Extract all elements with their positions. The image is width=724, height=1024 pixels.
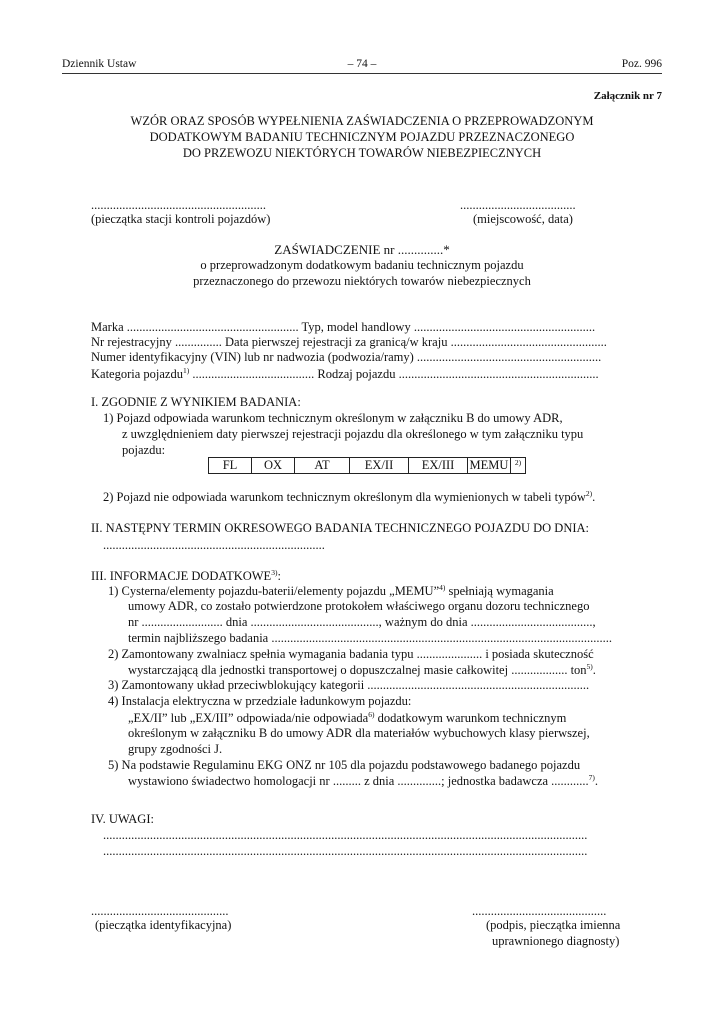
footnote-ref-5: 5) bbox=[586, 662, 593, 671]
s3-i4-l2-rest: dodatkowym warunkom technicznym bbox=[374, 711, 567, 726]
field-registration: Nr rejestracyjny ............... Data pierwszej rejestracji za granicą/w kraju .................................................. bbox=[91, 335, 607, 349]
footnote-ref-2b: 2) bbox=[585, 489, 593, 498]
s3-i1-l1-rest: spełniają wymagania bbox=[445, 584, 554, 599]
id-stamp-dots: ............................................ bbox=[91, 904, 229, 918]
certificate-subtitle-2: przeznaczonego do przewozu niektórych towarów niebezpiecznych bbox=[193, 274, 531, 288]
section-3-heading bbox=[91, 568, 281, 584]
header-rule bbox=[62, 73, 662, 74]
section-3-item-4-line-3: określonym w załączniku B do umowy ADR dla materiałów wybuchowych klasy pierwszej, bbox=[128, 726, 590, 740]
s3-i4-l2-text: „EX/II” lub „EX/III” odpowiada/nie odpowiada bbox=[128, 711, 369, 726]
section-3-item-2-line-1: 2) Zamontowany zwalniacz spełnia wymagania badania typu ..................... i posiada skuteczność bbox=[108, 647, 594, 661]
field-vin: Numer identyfikacyjny (VIN) lub nr nadwozia (podwozia/ramy) ........................................................... bbox=[91, 350, 602, 364]
type-cell-ex-ii: EX/II bbox=[350, 458, 409, 474]
section-3-item-1-line-4: termin najbliższego badania ............................................................................................................. bbox=[128, 631, 612, 645]
section-3-heading-end: : bbox=[277, 569, 281, 584]
section-2-dots: ....................................................................... bbox=[103, 538, 325, 552]
field-make-type: Marka ....................................................... Typ, model handlowy .......................................................... bbox=[91, 320, 596, 334]
section-3-item-1-line-1 bbox=[108, 583, 554, 599]
remarks-dots-2: ........................................................................................................................................................... bbox=[103, 844, 588, 858]
field-category-rest: ....................................... Rodzaj pojazdu ................................................................ bbox=[189, 367, 599, 382]
place-date-dots: ..................................... bbox=[460, 198, 576, 212]
section-3-item-5-line-1: 5) Na podstawie Regulaminu EKG ONZ nr 105 dla pojazdu podstawowego badanego pojazdu bbox=[108, 758, 581, 772]
section-1-item-1-line-1: 1) Pojazd odpowiada warunkom technicznym określonym w załączniku B do umowy ADR, bbox=[103, 411, 563, 425]
section-1-item-2-end: . bbox=[592, 490, 596, 505]
type-cell-at: AT bbox=[295, 458, 350, 474]
footnote-ref-2: 2) bbox=[511, 458, 526, 474]
section-3-item-2-line-2 bbox=[128, 662, 596, 678]
signature-label-1: (podpis, pieczątka imienna bbox=[486, 918, 621, 932]
s3-i5-l2-end: . bbox=[594, 774, 599, 789]
annex-label: Załącznik nr 7 bbox=[593, 90, 662, 102]
position-number: Poz. 996 bbox=[621, 58, 662, 70]
footnote-ref-6: 6) bbox=[368, 710, 375, 719]
section-1-item-1-line-3: pojazdu: bbox=[122, 443, 166, 457]
section-1-item-1-line-2: z uwzględnieniem daty pierwszej rejestracji pojazdu dla określonego w tym załączniku typu bbox=[122, 427, 584, 441]
footnote-ref-7: 7) bbox=[588, 773, 595, 782]
section-2-heading: II. NASTĘPNY TERMIN OKRESOWEGO BADANIA TECHNICZNEGO POJAZDU DO DNIA: bbox=[91, 521, 590, 535]
vehicle-types-table bbox=[208, 457, 526, 474]
field-category-label: Kategoria pojazdu bbox=[91, 367, 183, 382]
type-cell-memu: MEMU bbox=[468, 458, 511, 474]
section-3-item-4-line-1: 4) Instalacja elektryczna w przedziale ładunkowym pojazdu: bbox=[108, 694, 412, 708]
footnote-ref-4: 4) bbox=[439, 583, 446, 592]
page-number: – 74 – bbox=[347, 58, 377, 70]
section-3-item-4-line-2 bbox=[128, 710, 566, 726]
remarks-dots-1: ........................................................................................................................................................... bbox=[103, 828, 588, 842]
s3-i2-l2-end: . bbox=[592, 663, 596, 678]
section-3-heading-text: III. INFORMACJE DODATKOWE bbox=[91, 569, 272, 584]
type-cell-ex-iii: EX/III bbox=[409, 458, 468, 474]
section-3-item-1-line-3: nr .......................... dnia ........................................., ważnym do dnia ......................................., bbox=[128, 615, 596, 629]
station-stamp-dots: ........................................................ bbox=[91, 198, 266, 212]
title-line-3: DO PRZEWOZU NIEKTÓRYCH TOWARÓW NIEBEZPIECZNYCH bbox=[182, 146, 542, 160]
journal-name: Dziennik Ustaw bbox=[62, 58, 137, 70]
title-line-2: DODATKOWYM BADANIU TECHNICZNYM POJAZDU PRZEZNACZONEGO bbox=[149, 130, 575, 144]
section-3-item-5-line-2 bbox=[128, 773, 598, 789]
signature-label-2: uprawnionego diagnosty) bbox=[492, 934, 620, 948]
type-cell-ox: OX bbox=[252, 458, 295, 474]
place-date-label: (miejscowość, data) bbox=[473, 212, 573, 226]
field-category bbox=[91, 366, 599, 382]
section-3-item-4-line-4: grupy zgodności J. bbox=[128, 742, 223, 756]
title-line-1: WZÓR ORAZ SPOSÓB WYPEŁNIENIA ZAŚWIADCZENIA O PRZEPROWADZONYM bbox=[130, 114, 594, 128]
section-3-item-3: 3) Zamontowany układ przeciwblokujący kategorii ....................................................................... bbox=[108, 678, 590, 692]
type-cell-fl: FL bbox=[209, 458, 252, 474]
s3-i1-l1-text: 1) Cysterna/elementy pojazdu-baterii/elementy pojazdu „MEMU” bbox=[108, 584, 440, 599]
id-stamp-label: (pieczątka identyfikacyjna) bbox=[95, 918, 232, 932]
s3-i5-l2-text: wystawiono świadectwo homologacji nr ......... z dnia ..............; jednostka badawcza ............ bbox=[128, 774, 589, 789]
signature-dots: ........................................... bbox=[472, 904, 607, 918]
footnote-ref-3: 3) bbox=[271, 568, 278, 577]
certificate-heading: ZAŚWIADCZENIE nr ..............* bbox=[274, 242, 450, 257]
section-4-heading: IV. UWAGI: bbox=[91, 812, 154, 826]
section-1-heading: I. ZGODNIE Z WYNIKIEM BADANIA: bbox=[91, 395, 301, 409]
station-stamp-label: (pieczątka stacji kontroli pojazdów) bbox=[91, 212, 271, 226]
footnote-ref-1: 1) bbox=[182, 366, 190, 375]
section-1-item-2-text: 2) Pojazd nie odpowiada warunkom technicznym określonym dla wymienionych w tabeli typów bbox=[103, 490, 586, 505]
s3-i2-l2-text: wystarczającą dla jednostki transportowej o dopuszczalnej masie całkowitej .................. ton bbox=[128, 663, 587, 678]
section-1-item-2 bbox=[103, 489, 595, 505]
certificate-subtitle-1: o przeprowadzonym dodatkowym badaniu technicznym pojazdu bbox=[200, 258, 524, 272]
section-3-item-1-line-2: umowy ADR, co zostało potwierdzone protokołem właściwego organu dozoru technicznego bbox=[128, 599, 590, 613]
